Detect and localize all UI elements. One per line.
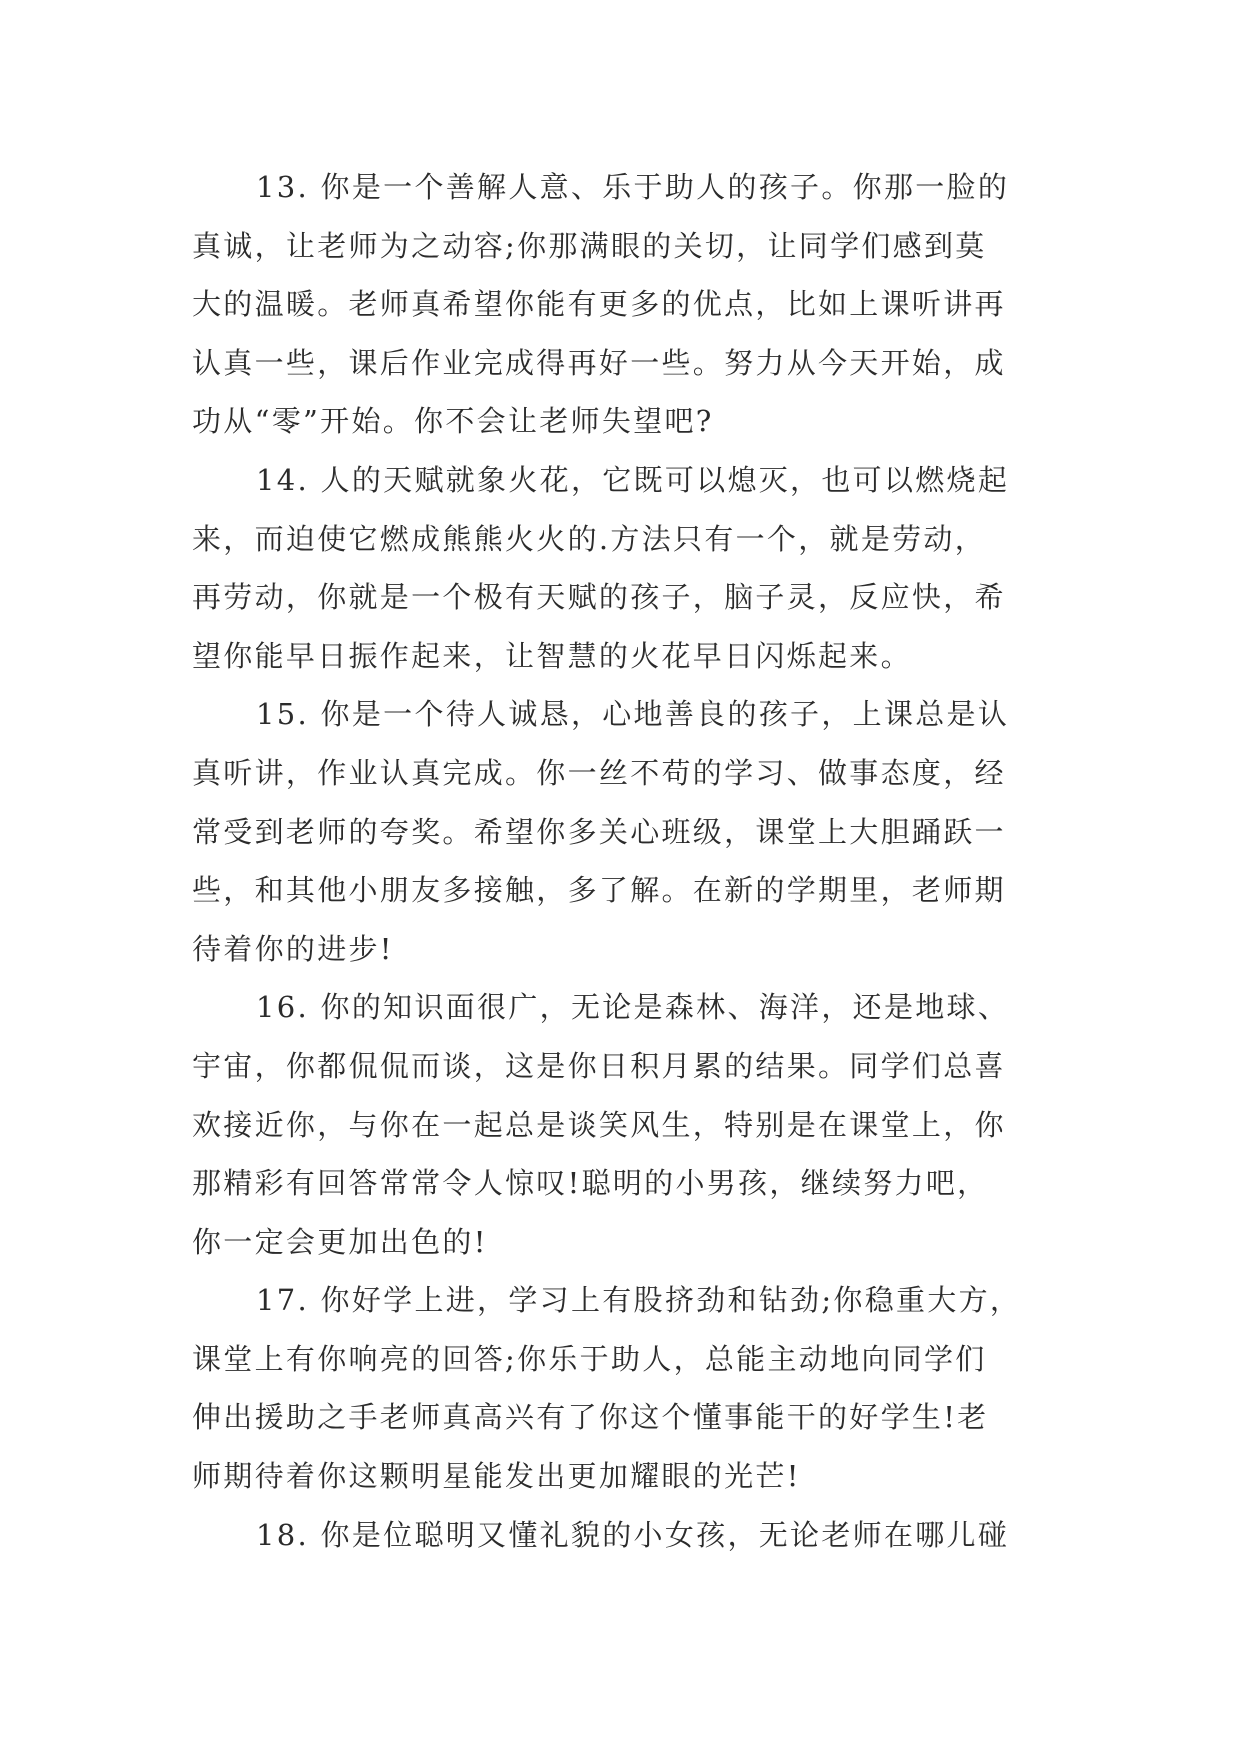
text-line: 13. 你是一个善解人意、乐于助人的孩子。你那一脸的 bbox=[256, 170, 1010, 204]
text-line: 14. 人的天赋就象火花，它既可以熄灭，也可以燃烧起 bbox=[256, 462, 1010, 497]
text-line: 来，而迫使它燃成熊熊火火的.方法只有一个，就是劳动， bbox=[192, 521, 987, 556]
text-line: 大的温暖。老师真希望你能有更多的优点，比如上课听讲再 bbox=[192, 287, 1006, 322]
text-line: 18. 你是位聪明又懂礼貌的小女孩，无论老师在哪儿碰 bbox=[256, 1517, 1010, 1552]
text-line: 课堂上有你响亮的回答;你乐于助人，总能主动地向同学们 bbox=[192, 1341, 987, 1376]
comment-paragraph-18 bbox=[192, 1506, 1054, 1565]
text-line: 欢接近你，与你在一起总是谈笑风生，特别是在课堂上，你 bbox=[192, 1107, 1006, 1142]
text-line: 功从“零”开始。你不会让老师失望吧? bbox=[192, 404, 714, 439]
text-line: 16. 你的知识面很广，无论是森林、海洋，还是地球、 bbox=[256, 990, 1010, 1025]
comment-paragraph-13 bbox=[192, 158, 1054, 451]
text-line: 15. 你是一个待人诚恳，心地善良的孩子，上课总是认 bbox=[256, 697, 1010, 732]
text-line: 伸出援助之手老师真高兴有了你这个懂事能干的好学生!老 bbox=[192, 1400, 989, 1435]
comment-paragraph-16 bbox=[192, 978, 1054, 1271]
text-line: 认真一些，课后作业完成得再好一些。努力从今天开始，成 bbox=[192, 345, 1006, 380]
text-line: 望你能早日振作起来，让智慧的火花早日闪烁起来。 bbox=[192, 638, 912, 673]
text-line: 再劳动，你就是一个极有天赋的孩子，脑子灵，反应快，希 bbox=[192, 580, 1006, 615]
comment-paragraph-14 bbox=[192, 451, 1054, 685]
comment-paragraph-15 bbox=[192, 685, 1054, 978]
text-line: 真听讲，作业认真完成。你一丝不苟的学习、做事态度，经 bbox=[192, 755, 1006, 790]
text-line: 常受到老师的夸奖。希望你多关心班级，课堂上大胆踊跃一 bbox=[192, 814, 1006, 849]
text-line: 真诚，让老师为之动容;你那满眼的关切，让同学们感到莫 bbox=[192, 228, 987, 263]
comment-paragraph-17 bbox=[192, 1271, 1054, 1505]
text-line: 你一定会更加出色的! bbox=[192, 1224, 488, 1259]
text-line: 17. 你好学上进，学习上有股挤劲和钻劲;你稳重大方， bbox=[256, 1283, 1022, 1318]
text-line: 待着你的进步! bbox=[192, 931, 394, 966]
text-line: 师期待着你这颗明星能发出更加耀眼的光芒! bbox=[192, 1459, 801, 1494]
text-line: 那精彩有回答常常令人惊叹!聪明的小男孩，继续努力吧， bbox=[192, 1166, 989, 1201]
text-line: 宇宙，你都侃侃而谈，这是你日积月累的结果。同学们总喜 bbox=[192, 1048, 1006, 1083]
text-line: 些，和其他小朋友多接触，多了解。在新的学期里，老师期 bbox=[192, 873, 1006, 908]
document-body bbox=[192, 158, 1054, 1564]
